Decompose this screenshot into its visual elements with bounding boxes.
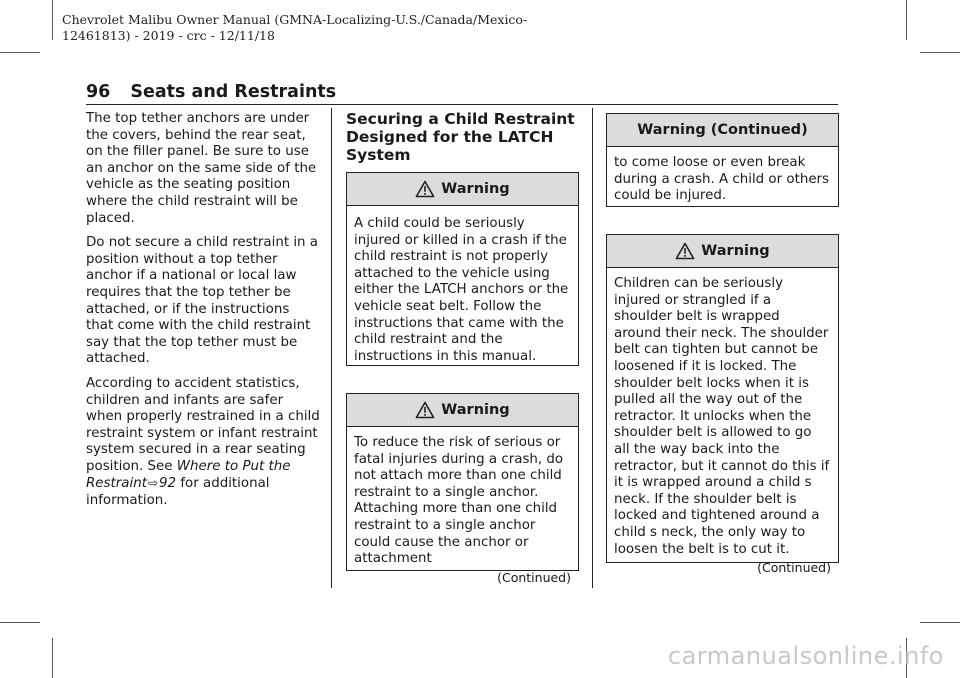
- section-title: Seats and Restraints: [130, 82, 337, 102]
- warning-title: Warning (Continued): [637, 122, 808, 138]
- warning-icon: [415, 401, 435, 419]
- watermark: carmanualsonline.info: [667, 642, 944, 670]
- header-line-2: 12461813) - 2019 - crc - 12/11/18: [62, 28, 275, 43]
- crop-mark: [0, 622, 40, 623]
- cross-reference-link[interactable]: Where to Put the Restraint: [86, 458, 291, 492]
- column-2: [346, 110, 578, 164]
- warning-icon: [675, 242, 695, 260]
- paragraph-tether-law: Do not secure a child restraint in a position without a top tether anchor if a national or local law requires that the top tether be attached, or if the instructions that come with the child restraint say that the top tether must be attached.: [86, 235, 318, 367]
- column-divider: [331, 108, 332, 588]
- warning-title: Warning: [701, 243, 770, 259]
- statistics-end-text: for additional information.: [86, 476, 270, 509]
- warning-box-continued: [606, 113, 839, 207]
- continued-label: (Continued): [497, 569, 571, 585]
- section-heading: [86, 81, 838, 105]
- warning-title: Warning: [441, 402, 510, 418]
- warning-text-container: [347, 427, 578, 594]
- crop-mark: [920, 52, 960, 53]
- warning-text-container: [607, 268, 838, 585]
- warning-bar: [347, 394, 578, 427]
- warning-box-anchor: [346, 393, 579, 585]
- warning-box-shoulder-belt: [606, 234, 839, 576]
- warning-text: To reduce the risk of serious or fatal injuries during a crash, do not attach more than one child restraint to a single anchor. Attaching more than one child restraint to a single anchor could cause the anchor or attachment: [354, 435, 564, 567]
- cross-reference-page[interactable]: 92: [159, 476, 177, 492]
- statistics-text: According to accident statistics, children and infants are safer when properly restrained in a child restraint system or infant restraint system secured in a rear seating position. See: [86, 375, 320, 474]
- warning-icon: [415, 180, 435, 198]
- warning-bar: [607, 235, 838, 268]
- header-line-1: Chevrolet Malibu Owner Manual (GMNA-Localizing-U.S./Canada/Mexico-: [62, 12, 528, 27]
- column-1: [86, 111, 320, 518]
- crop-mark: [52, 638, 53, 678]
- page-number: 96: [86, 82, 111, 102]
- continued-label: (Continued): [757, 560, 831, 576]
- crop-mark: [0, 52, 40, 53]
- warning-title: Warning: [441, 181, 510, 197]
- warning-text: Children can be seriously injured or strangled if a shoulder belt is wrapped around their neck. The shoulder belt can tighten but cannot be loosened if it is locked. The shoulder belt locks when it is pulled all the way out of the retractor. It unlocks when the shoulder belt is allowed to go all the way back into the retractor, but it cannot do this if it is wrapped around a child s neck. If the shoulder belt is locked and tightened around a child s neck, the only way to loosen the belt is to cut it.: [614, 276, 830, 557]
- paragraph-statistics: [86, 376, 320, 510]
- warning-bar: [607, 114, 838, 147]
- warning-text: A child could be seriously injured or killed in a crash if the child restraint is not properly attached to the vehicle using either the LATCH anchors or the vehicle seat belt. Follow the instructions that came with the child restraint and the instructions in this manual.: [354, 216, 569, 364]
- subsection-heading: Securing a Child Restraint Designed for the LATCH System: [346, 110, 575, 164]
- warning-text: to come loose or even break during a crash. A child or others could be injured.: [614, 155, 830, 204]
- crop-mark: [52, 0, 53, 40]
- warning-box-latch: [346, 172, 579, 366]
- warning-bar: [347, 173, 578, 206]
- paragraph-tether-anchors: The top tether anchors are under the covers, behind the rear seat, on the filler panel. Be sure to use an anchor on the same side of the vehicle as the seating position where the child restraint will be placed.: [86, 111, 317, 226]
- page-ref-arrow-icon: ⇨: [147, 476, 159, 491]
- crop-mark: [906, 0, 907, 40]
- column-divider: [592, 108, 593, 588]
- document-header: [62, 12, 527, 44]
- crop-mark: [920, 622, 960, 623]
